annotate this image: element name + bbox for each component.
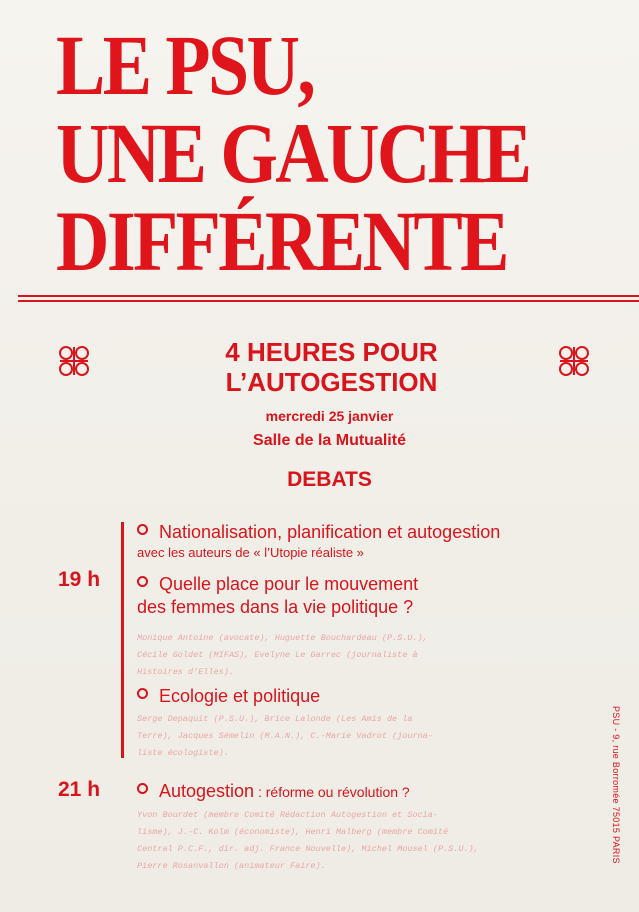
names-line: lisme), J.-C. Kolm (économiste), Henri Malberg (membre Comité: [137, 827, 449, 837]
title-line-3: DIFFÉRENTE: [56, 193, 507, 289]
topic-2-label-1: Quelle place pour le mouvement: [159, 574, 419, 594]
program-bar: [121, 522, 124, 758]
topic-femmes: [137, 574, 418, 595]
headline-line-1: 4 HEURES POUR: [225, 337, 438, 367]
topic-nationalisation: [137, 522, 500, 543]
topic-3-names: [137, 711, 433, 762]
names-line: Cécile Goldet (MIFAS), Evelyne Le Garrec (journaliste à: [137, 650, 418, 660]
title-line-2: UNE GAUCHE: [56, 105, 530, 201]
names-line: Serge Depaquit (P.S.U.), Brice Lalonde (Les Amis de la: [137, 714, 413, 724]
names-line: Pierre Rosanvallon (animateur Faire).: [137, 861, 326, 871]
section-heading: DEBATS: [287, 468, 372, 491]
names-line: liste écologiste).: [137, 748, 229, 758]
bullet-icon: [137, 783, 148, 794]
event-date: mercredi 25 janvier: [265, 408, 394, 424]
topic-ecologie: [137, 686, 320, 707]
time-21h: 21 h: [58, 778, 101, 801]
bullet-icon: [137, 688, 148, 699]
bullet-icon: [137, 576, 148, 587]
topic-4-rest: : réforme ou révolution ?: [254, 784, 410, 800]
topic-autogestion: [137, 781, 410, 802]
topic-2-names: [137, 630, 428, 681]
topic-2-label-2: des femmes dans la vie politique ?: [137, 597, 414, 617]
topic-1-label: Nationalisation, planification et autogestion: [159, 522, 501, 542]
title-line-1: LE PSU,: [56, 17, 314, 113]
names-line: Central P.C.F., dir. adj. France Nouvelle), Michel Mousel (P.S.U.),: [137, 844, 479, 854]
names-line: Histoires d’Elles).: [137, 667, 234, 677]
publisher-credit: PSU - 9, rue Borromée 75015 PARIS: [611, 706, 621, 864]
names-line: Monique Antoine (avocate), Huguette Bouchardeau (P.S.U.),: [137, 633, 428, 643]
title-rule-top: [18, 295, 639, 297]
names-line: Terre), Jacques Sémelin (M.A.N.), C.-Marie Vadrot (journa-: [137, 731, 433, 741]
topic-4-main: Autogestion: [159, 781, 255, 801]
topic-4-names: [137, 807, 479, 875]
names-line: Yvon Bourdet (membre Comité Rédaction Autogestion et Socia-: [137, 810, 438, 820]
headline-line-2: L’AUTOGESTION: [225, 367, 438, 397]
poster-title: [56, 17, 616, 289]
topic-3-label: Ecologie et politique: [159, 686, 321, 706]
event-place: Salle de la Mutualité: [253, 432, 406, 449]
title-rule-bottom: [18, 300, 639, 302]
time-19h: 19 h: [58, 568, 101, 591]
bullet-icon: [137, 524, 148, 535]
topic-1-sub: avec les auteurs de « l’Utopie réaliste »: [137, 545, 364, 560]
